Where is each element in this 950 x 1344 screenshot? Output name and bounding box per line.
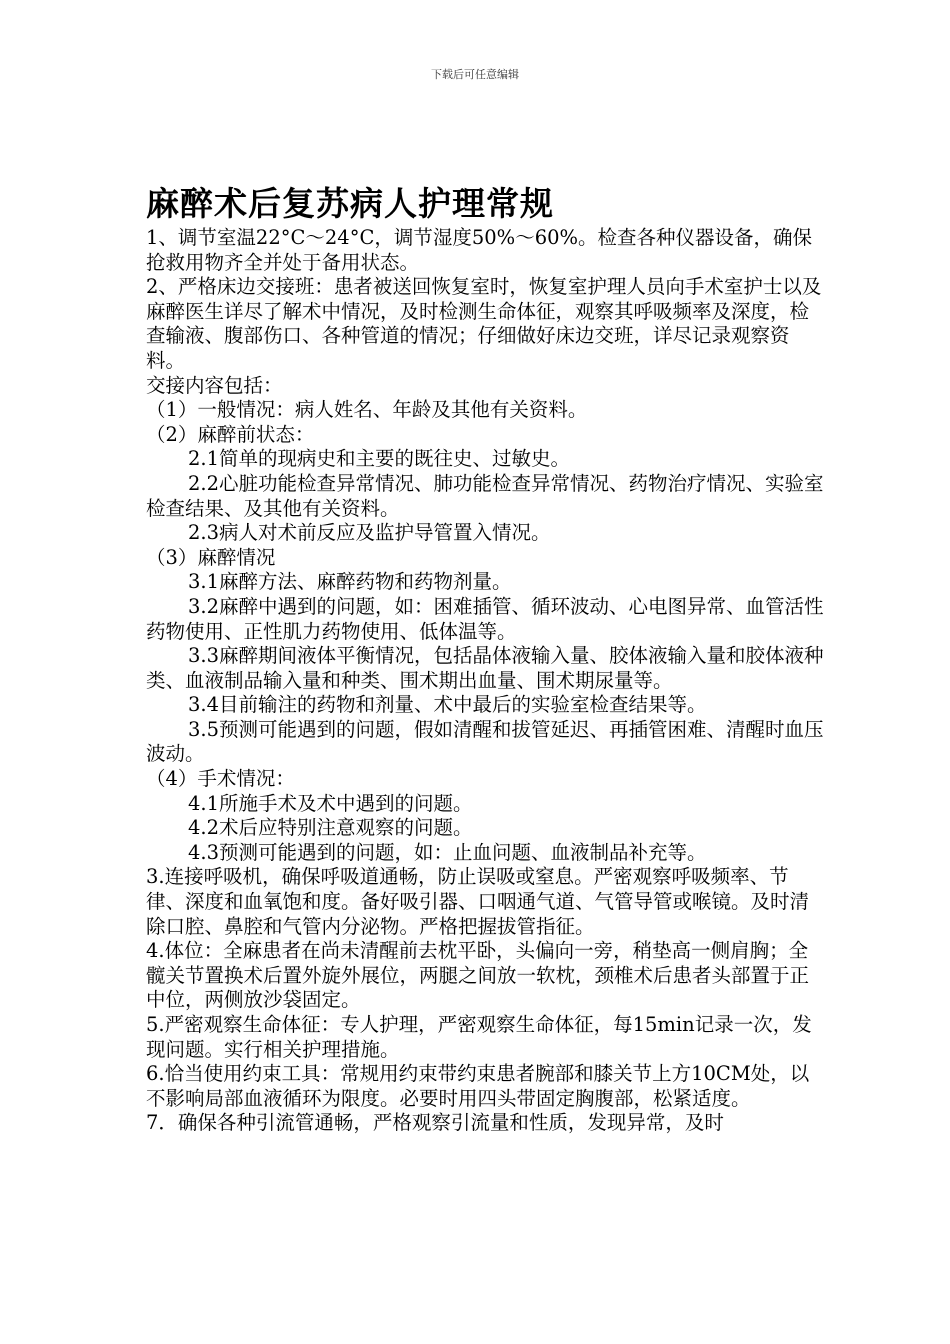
paragraph: 7．确保各种引流管通畅，严格观察引流量和性质，发现异常，及时 bbox=[146, 1111, 724, 1135]
paragraph: （1）一般情况：病人姓名、年龄及其他有关资料。 bbox=[146, 398, 588, 422]
paragraph: 4.体位：全麻患者在尚未清醒前去枕平卧，头偏向一旁，稍垫高一侧肩胸；全髋关节置换术后置外旋外展位，两腿之间放一软枕，颈椎术后患者头部置于正中位，两侧放沙袋固定。 bbox=[146, 939, 810, 1012]
paragraph: 2、严格床边交接班：患者被送回恢复室时，恢复室护理人员向手术室护士以及麻醉医生详尽了解术中情况，及时检测生命体征，观察其呼吸频率及深度，检查输液、腹部伤口、各种管道的情况；仔细做好床边交班，详尽记录观察资料。 bbox=[146, 275, 822, 372]
paragraph: 2.2心脏功能检查异常情况、肺功能检查异常情况、药物治疗情况、实验室检查结果、及其他有关资料。 bbox=[146, 471, 824, 520]
paragraph: 交接内容包括： bbox=[146, 373, 283, 397]
page-header: 下载后可任意编辑 bbox=[431, 68, 519, 81]
document-title: 麻醉术后复苏病人护理常规 bbox=[146, 184, 554, 223]
paragraph: （2）麻醉前状态： bbox=[146, 422, 315, 446]
paragraph: 3.4目前输注的药物和剂量、术中最后的实验室检查结果等。 bbox=[188, 693, 707, 717]
paragraph: 4.1所施手术及术中遇到的问题。 bbox=[188, 791, 473, 815]
paragraph: 3.2麻醉中遇到的问题，如：困难插管、循环波动、心电图异常、血管活性药物使用、正性肌力药物使用、低体温等。 bbox=[146, 594, 824, 643]
paragraph: （3）麻醉情况 bbox=[146, 545, 276, 569]
paragraph: 3.1麻醉方法、麻醉药物和药物剂量。 bbox=[188, 570, 512, 594]
paragraph: 4.2术后应特别注意观察的问题。 bbox=[188, 816, 473, 840]
paragraph: 3.连接呼吸机，确保呼吸道通畅，防止误吸或窒息。严密观察呼吸频率、节律、深度和血氧饱和度。备好吸引器、口咽通气道、气管导管或喉镜。及时清除口腔、鼻腔和气管内分泌物。严格把握拔管指征。 bbox=[146, 865, 810, 938]
paragraph: 4.3预测可能遇到的问题，如：止血问题、血液制品补充等。 bbox=[188, 840, 707, 864]
paragraph: 5.严密观察生命体征：专人护理，严密观察生命体征，每15min记录一次，发现问题。实行相关护理措施。 bbox=[146, 1013, 812, 1061]
document-body bbox=[146, 226, 826, 1136]
paragraph: 2.1简单的现病史和主要的既往史、过敏史。 bbox=[188, 447, 571, 471]
paragraph: 1、调节室温22°C～24°C，调节湿度50%～60%。检查各种仪器设备，确保抢救用物齐全并处于备用状态。 bbox=[146, 226, 813, 274]
paragraph: 2.3病人对术前反应及监护导管置入情况。 bbox=[188, 521, 551, 545]
paragraph: （4）手术情况： bbox=[146, 767, 295, 791]
paragraph: 6.恰当使用约束工具：常规用约束带约束患者腕部和膝关节上方10CM处，以不影响局部血液循环为限度。必要时用四头带固定胸腹部，松紧适度。 bbox=[146, 1062, 810, 1110]
paragraph: 3.3麻醉期间液体平衡情况，包括晶体液输入量、胶体液输入量和胶体液种类、血液制品输入量和种类、围术期出血量、围术期尿量等。 bbox=[146, 644, 824, 692]
paragraph: 3.5预测可能遇到的问题，假如清醒和拔管延迟、再插管困难、清醒时血压波动。 bbox=[146, 717, 824, 766]
